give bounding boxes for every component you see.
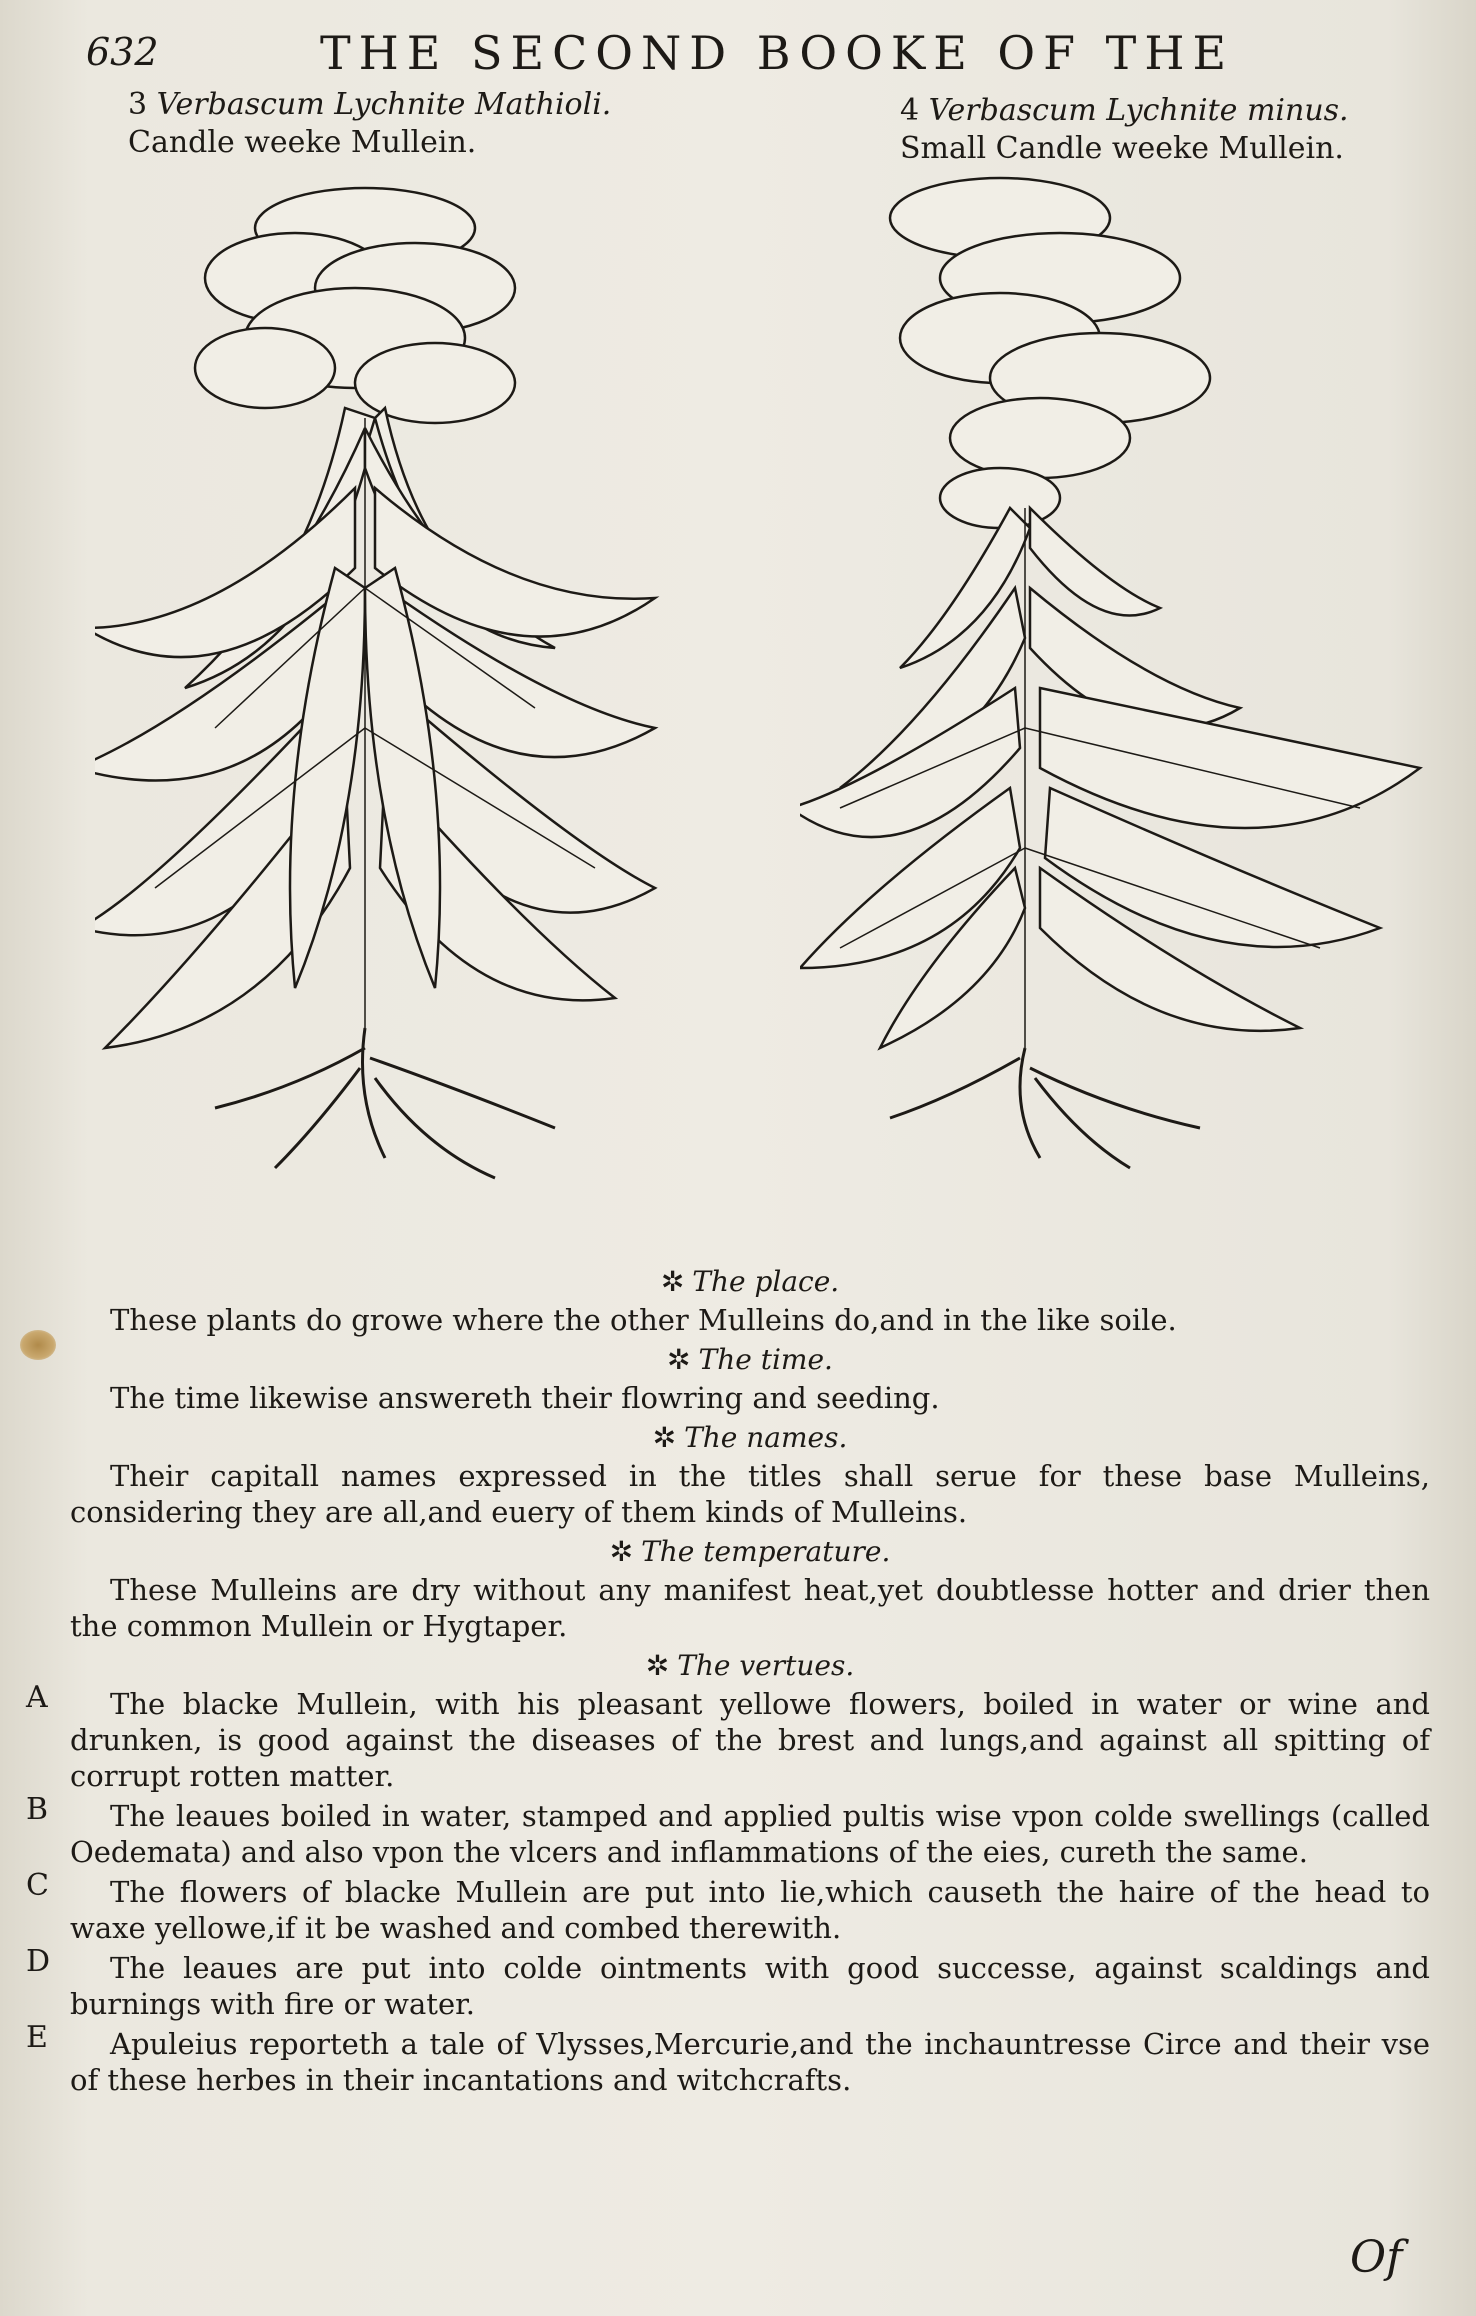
vertue-item-a — [26, 1680, 1430, 1794]
paragraph-temperature: These Mulleins are dry without any manifest heat,yet doubtlesse hotter and drier then the common Mullein or Hygtaper. — [70, 1573, 1430, 1643]
margin-marker: E — [26, 2020, 48, 2055]
paragraph-place: These plants do growe where the other Mulleins do,and in the like soile. — [110, 1303, 1177, 1337]
roots — [215, 1028, 555, 1178]
asterism-icon: ✲ — [609, 1535, 634, 1568]
asterism-icon: ✲ — [645, 1649, 670, 1682]
vertue-text: The leaues boiled in water, stamped and applied pultis wise vpon colde swellings (called Oedemata) and also vpon the vlcers and inflammations of the eies, cureth the same. — [70, 1799, 1430, 1869]
margin-marker: D — [26, 1944, 51, 1979]
leaf-cluster — [800, 508, 1420, 1048]
section-heading-temperature: ✲ The temperature. — [609, 1535, 891, 1568]
page-number: 632 — [86, 30, 159, 74]
woodcut-small-candle-weeke-mullein — [800, 168, 1440, 1208]
vertue-text: Apuleius reporteth a tale of Vlysses,Mercurie,and the inchauntresse Circe and their vse of these herbes in their incantations and witchcrafts. — [70, 2027, 1430, 2097]
latin-name: Verbascum Lychnite Mathioli. — [156, 87, 612, 122]
paragraph-time: The time likewise answereth their flowring and seeding. — [110, 1381, 940, 1415]
running-head: THE SECOND BOOKE OF THE — [320, 26, 1235, 80]
vertue-text: The blacke Mullein, with his pleasant yellowe flowers, boiled in water or wine and drunken, is good against the diseases of the brest and lungs,and against all spitting of corrupt rotten matter. — [70, 1687, 1430, 1793]
vertue-text: The flowers of blacke Mullein are put into lie,which causeth the haire of the head to waxe yellowe,if it be washed and combed therewith. — [70, 1875, 1430, 1945]
catchword: Of — [1350, 2232, 1403, 2283]
margin-marker: A — [26, 1680, 48, 1715]
figure-caption-3 — [128, 86, 611, 162]
section-heading-place: ✲ The place. — [660, 1265, 840, 1298]
flower-spike — [890, 178, 1210, 528]
page-stain — [20, 1330, 56, 1360]
figure-number: 3 — [128, 87, 148, 122]
paragraph-names: Their capitall names expressed in the titles shall serue for these base Mulleins, considering they are all,and euery of them kinds of Mulleins. — [70, 1459, 1430, 1529]
latin-name: Verbascum Lychnite minus. — [928, 93, 1349, 128]
woodcut-candle-weeke-mullein — [95, 168, 695, 1208]
margin-marker: B — [26, 1792, 49, 1827]
asterism-icon: ✲ — [667, 1343, 691, 1376]
body-text — [26, 1262, 1430, 2102]
figure-number: 4 — [900, 93, 920, 128]
section-heading-time: ✲ The time. — [667, 1343, 833, 1376]
vertue-item-c — [26, 1868, 1430, 1946]
figure-caption-4 — [900, 92, 1349, 168]
section-heading-names: ✲ The names. — [652, 1421, 848, 1454]
flower-spike — [195, 188, 515, 423]
vertue-text: The leaues are put into colde ointments with good successe, against scaldings and burnings with fire or water. — [70, 1951, 1430, 2021]
english-name: Candle weeke Mullein. — [128, 125, 477, 160]
vertue-item-e — [26, 2020, 1430, 2098]
vertue-item-b — [26, 1792, 1430, 1870]
asterism-icon: ✲ — [652, 1421, 677, 1454]
vertue-item-d — [26, 1944, 1430, 2022]
asterism-icon: ✲ — [660, 1265, 685, 1298]
leaf-cluster — [95, 408, 655, 1048]
section-heading-vertues: ✲ The vertues. — [645, 1649, 855, 1682]
page-header — [0, 26, 1476, 86]
margin-marker: C — [26, 1868, 49, 1903]
english-name: Small Candle weeke Mullein. — [900, 131, 1344, 166]
roots — [890, 1048, 1200, 1168]
